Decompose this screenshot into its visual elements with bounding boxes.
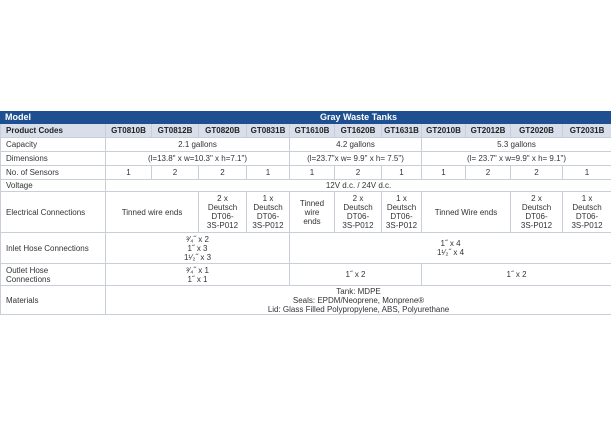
row-label: Capacity [1,138,106,152]
capacity-value: 5.3 gallons [422,138,611,152]
sensor-count: 2 [199,166,247,180]
product-codes-row [1,124,611,138]
header-row [1,112,611,124]
inlet-value: 1˝ x 4 1¹⁄₂˝ x 4 [290,233,611,264]
product-code: GT2012B [466,124,511,138]
electrical-deutsch: 1 x Deutsch DT06- 3S-P012 [247,192,290,233]
dimensions-value: (l=23.7"x w= 9.9" x h= 7.5") [290,152,422,166]
model-label: Model [1,112,106,124]
electrical-tinned: Tinned wire ends [106,192,199,233]
product-code: GT1620B [335,124,382,138]
sensor-count: 1 [382,166,422,180]
sensors-row [1,166,611,180]
electrical-deutsch: 2 x Deutsch DT06- 3S-P012 [511,192,563,233]
electrical-deutsch: 2 x Deutsch DT06- 3S-P012 [335,192,382,233]
inlet-row [1,233,611,264]
table-title: Gray Waste Tanks [106,112,611,124]
sensor-count: 2 [335,166,382,180]
product-code: GT0812B [152,124,199,138]
sensor-count: 2 [466,166,511,180]
sensor-count: 1 [106,166,152,180]
capacity-value: 4.2 gallons [290,138,422,152]
electrical-row [1,192,611,233]
electrical-deutsch: 1 x Deutsch DT06- 3S-P012 [563,192,611,233]
row-label: Inlet Hose Connections [1,233,106,264]
sensor-count: 2 [511,166,563,180]
row-label: Dimensions [1,152,106,166]
product-code: GT0831B [247,124,290,138]
outlet-value: 1˝ x 2 [422,264,611,286]
product-code: GT1631B [382,124,422,138]
product-code: GT1610B [290,124,335,138]
sensor-count: 1 [290,166,335,180]
product-code: GT2010B [422,124,466,138]
capacity-value: 2.1 gallons [106,138,290,152]
voltage-row [1,180,611,192]
product-code: GT2031B [563,124,611,138]
sensor-count: 1 [563,166,611,180]
sensor-count: 1 [422,166,466,180]
inlet-value: ³⁄₄˝ x 2 1˝ x 3 1¹⁄₂˝ x 3 [106,233,290,264]
row-label: Voltage [1,180,106,192]
outlet-value: ³⁄₄˝ x 1 1˝ x 1 [106,264,290,286]
materials-row [1,286,611,315]
product-code: GT0810B [106,124,152,138]
outlet-value: 1˝ x 2 [290,264,422,286]
dimensions-value: (l= 23.7" x w=9.9" x h= 9.1") [422,152,611,166]
row-label: No. of Sensors [1,166,106,180]
sensor-count: 1 [247,166,290,180]
row-label: Product Codes [1,124,106,138]
dimensions-row [1,152,611,166]
voltage-value: 12V d.c. / 24V d.c. [106,180,611,192]
electrical-deutsch: 2 x Deutsch DT06- 3S-P012 [199,192,247,233]
product-code: GT0820B [199,124,247,138]
product-code: GT2020B [511,124,563,138]
sensor-count: 2 [152,166,199,180]
electrical-deutsch: 1 x Deutsch DT06- 3S-P012 [382,192,422,233]
dimensions-value: (l=13.8" x w=10.3" x h=7.1") [106,152,290,166]
electrical-tinned: Tinned Wire ends [422,192,511,233]
capacity-row [1,138,611,152]
row-label: Electrical Connections [1,192,106,233]
row-label: Materials [1,286,106,315]
row-label: Outlet Hose Connections [1,264,106,286]
spec-table [0,111,611,315]
electrical-tinned: Tinned wire ends [290,192,335,233]
outlet-row [1,264,611,286]
materials-value: Tank: MDPE Seals: EPDM/Neoprene, Monprene® Lid: Glass Filled Polypropylene, ABS, Polyurethane [106,286,611,315]
